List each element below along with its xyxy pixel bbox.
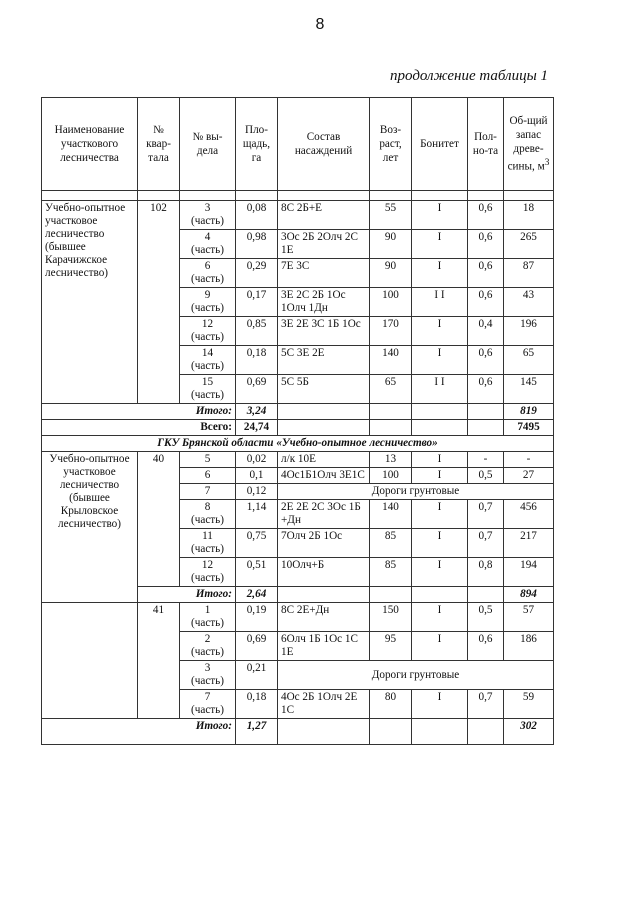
section-number: 12	[201, 559, 214, 571]
section-cell	[180, 317, 236, 346]
subtotal-label: Итого:	[138, 587, 236, 603]
section-cell	[180, 288, 236, 317]
density-cell: 0,6	[468, 375, 504, 404]
header-composition: Состав насаждений	[278, 98, 370, 191]
area-cell: 1,14	[236, 500, 278, 529]
area-cell: 0,12	[236, 484, 278, 500]
composition-cell: 3Е 2С 2Б 1Ос 1Олч 1Дн	[278, 288, 370, 317]
bonitet-cell: I	[412, 632, 468, 661]
density-cell: 0,6	[468, 230, 504, 259]
subtotal-stock: 819	[504, 404, 554, 420]
density-cell: 0,6	[468, 201, 504, 230]
header-quarter: № квар-тала	[138, 98, 180, 191]
density-cell: -	[468, 452, 504, 468]
table-row	[42, 603, 554, 632]
stock-cell: 59	[504, 690, 554, 719]
section-cell: 5	[180, 452, 236, 468]
table-caption: продолжение таблицы 1	[390, 68, 548, 84]
group-title: ГКУ Брянской области «Учебно-опытное лесничество»	[42, 436, 554, 452]
header-forestry: Наименование участкового лесничества	[42, 98, 138, 191]
composition-cell: 3Е 2Е 3С 1Б 1Ос	[278, 317, 370, 346]
section-cell	[180, 230, 236, 259]
age-cell: 85	[370, 529, 412, 558]
header-section: № вы-дела	[180, 98, 236, 191]
density-cell: 0,6	[468, 288, 504, 317]
section-number: 2	[204, 633, 211, 645]
section-cell	[180, 632, 236, 661]
area-cell: 0,02	[236, 452, 278, 468]
density-cell: 0,6	[468, 632, 504, 661]
age-cell: 100	[370, 288, 412, 317]
table-row	[42, 452, 554, 468]
section-number: 11	[202, 530, 213, 542]
section-part: (часть)	[191, 617, 224, 629]
composition-cell: л/к 10Е	[278, 452, 370, 468]
section-cell	[180, 201, 236, 230]
age-cell: 85	[370, 558, 412, 587]
quarter-cell: 41	[138, 603, 180, 719]
age-cell: 140	[370, 346, 412, 375]
forestry-name: Учебно-опытное участковое лесничество (бывшее Карачижское лесничество)	[42, 201, 138, 404]
section-part: (часть)	[191, 646, 224, 658]
stock-cell: 18	[504, 201, 554, 230]
density-cell: 0,5	[468, 603, 504, 632]
density-cell: 0,7	[468, 500, 504, 529]
section-number: 3	[204, 202, 211, 214]
forest-table	[41, 97, 554, 745]
age-cell: 140	[370, 500, 412, 529]
header-stock-text: Об-щий запас древе-сины, м	[507, 115, 548, 173]
table-row	[42, 201, 554, 230]
total-label: Всего:	[138, 420, 236, 436]
section-number: 4	[204, 231, 211, 243]
section-part: (часть)	[191, 514, 224, 526]
section-part: (часть)	[191, 675, 224, 687]
header-stock	[504, 98, 554, 191]
area-cell: 0,21	[236, 661, 278, 690]
age-cell: 55	[370, 201, 412, 230]
composition-cell: 8С 2Б+Е	[278, 201, 370, 230]
bonitet-cell: I	[412, 468, 468, 484]
subtotal-stock: 894	[504, 587, 554, 603]
total-row	[42, 420, 554, 436]
header-age: Воз-раст, лет	[370, 98, 412, 191]
composition-cell: 4Ос1Б1Олч 3Е1С	[278, 468, 370, 484]
section-cell: 7	[180, 484, 236, 500]
bonitet-cell: I	[412, 317, 468, 346]
age-cell: 80	[370, 690, 412, 719]
stock-cell: 43	[504, 288, 554, 317]
bonitet-cell: I	[412, 201, 468, 230]
bonitet-cell: I I	[412, 375, 468, 404]
stock-cell: 265	[504, 230, 554, 259]
bonitet-cell: I I	[412, 288, 468, 317]
section-part: (часть)	[191, 273, 224, 285]
section-number: 6	[204, 260, 211, 272]
composition-cell: 2Е 2Е 2С 3Ос 1Б +Дн	[278, 500, 370, 529]
total-stock: 7495	[504, 420, 554, 436]
subtotal-row	[42, 719, 554, 745]
header-row	[42, 98, 554, 191]
stock-cell: 217	[504, 529, 554, 558]
section-number: 15	[201, 376, 214, 388]
section-number: 3	[204, 662, 211, 674]
section-part: (часть)	[191, 572, 224, 584]
header-area: Пло-щадь, га	[236, 98, 278, 191]
bonitet-cell: I	[412, 452, 468, 468]
section-number: 7	[204, 691, 211, 703]
age-cell: 100	[370, 468, 412, 484]
section-cell	[180, 558, 236, 587]
density-cell: 0,6	[468, 346, 504, 375]
section-part: (часть)	[191, 302, 224, 314]
spacer-row	[42, 191, 554, 201]
composition-cell: 5С 3Е 2Е	[278, 346, 370, 375]
subtotal-area: 2,64	[236, 587, 278, 603]
section-cell	[180, 375, 236, 404]
section-part: (часть)	[191, 704, 224, 716]
area-cell: 0,19	[236, 603, 278, 632]
section-cell	[180, 661, 236, 690]
stock-cell: 27	[504, 468, 554, 484]
quarter-cell: 40	[138, 452, 180, 587]
composition-cell: 7Олч 2Б 1Ос	[278, 529, 370, 558]
bonitet-cell: I	[412, 259, 468, 288]
page-number: 8	[315, 16, 325, 33]
age-cell: 90	[370, 259, 412, 288]
subtotal-row	[42, 404, 554, 420]
composition-cell: 10Олч+Б	[278, 558, 370, 587]
subtotal-area: 1,27	[236, 719, 278, 745]
section-part: (часть)	[191, 360, 224, 372]
area-cell: 0,98	[236, 230, 278, 259]
bonitet-cell: I	[412, 230, 468, 259]
composition-cell: 3Ос 2Б 2Олч 2С 1Е	[278, 230, 370, 259]
subtotal-stock: 302	[504, 719, 554, 745]
area-cell: 0,85	[236, 317, 278, 346]
area-cell: 0,69	[236, 375, 278, 404]
section-part: (часть)	[191, 543, 224, 555]
subtotal-area: 3,24	[236, 404, 278, 420]
area-cell: 0,18	[236, 346, 278, 375]
group-title-row	[42, 436, 554, 452]
area-cell: 0,1	[236, 468, 278, 484]
stock-cell: 87	[504, 259, 554, 288]
composition-cell: 8С 2Е+Дн	[278, 603, 370, 632]
section-cell	[180, 690, 236, 719]
stock-cell: -	[504, 452, 554, 468]
age-cell: 170	[370, 317, 412, 346]
area-cell: 0,29	[236, 259, 278, 288]
roads-cell: Дороги грунтовые	[278, 484, 554, 500]
area-cell: 0,08	[236, 201, 278, 230]
section-part: (часть)	[191, 244, 224, 256]
bonitet-cell: I	[412, 558, 468, 587]
section-cell	[180, 603, 236, 632]
age-cell: 90	[370, 230, 412, 259]
section-number: 8	[204, 501, 211, 513]
forestry-name-empty	[42, 603, 138, 719]
section-part: (часть)	[191, 389, 224, 401]
stock-cell: 196	[504, 317, 554, 346]
section-cell	[180, 259, 236, 288]
header-bonitet: Бонитет	[412, 98, 468, 191]
stock-cell: 186	[504, 632, 554, 661]
section-number: 9	[204, 289, 211, 301]
area-cell: 0,51	[236, 558, 278, 587]
header-density: Пол-но-та	[468, 98, 504, 191]
stock-cell: 145	[504, 375, 554, 404]
section-number: 12	[201, 318, 214, 330]
density-cell: 0,6	[468, 259, 504, 288]
stock-cell: 65	[504, 346, 554, 375]
bonitet-cell: I	[412, 690, 468, 719]
area-cell: 0,18	[236, 690, 278, 719]
bonitet-cell: I	[412, 529, 468, 558]
bonitet-cell: I	[412, 500, 468, 529]
area-cell: 0,69	[236, 632, 278, 661]
header-stock-sup: 3	[544, 158, 550, 169]
composition-cell: 7Е 3С	[278, 259, 370, 288]
composition-cell: 6Олч 1Б 1Ос 1С 1Е	[278, 632, 370, 661]
area-cell: 0,17	[236, 288, 278, 317]
total-area: 24,74	[236, 420, 278, 436]
composition-cell: 4Ос 2Б 1Олч 2Е 1С	[278, 690, 370, 719]
section-cell	[180, 500, 236, 529]
section-cell	[180, 346, 236, 375]
age-cell: 65	[370, 375, 412, 404]
density-cell: 0,4	[468, 317, 504, 346]
density-cell: 0,5	[468, 468, 504, 484]
stock-cell: 57	[504, 603, 554, 632]
subtotal-label: Итого:	[138, 404, 236, 420]
roads-cell: Дороги грунтовые	[278, 661, 554, 690]
stock-cell: 456	[504, 500, 554, 529]
stock-cell: 194	[504, 558, 554, 587]
section-cell	[180, 529, 236, 558]
density-cell: 0,7	[468, 529, 504, 558]
quarter-cell: 102	[138, 201, 180, 404]
section-part: (часть)	[191, 331, 224, 343]
area-cell: 0,75	[236, 529, 278, 558]
density-cell: 0,7	[468, 690, 504, 719]
age-cell: 150	[370, 603, 412, 632]
composition-cell: 5С 5Б	[278, 375, 370, 404]
section-number: 1	[204, 604, 211, 616]
forestry-name: Учебно-опытное участковое лесничество (бывшее Крыловское лесничество)	[42, 452, 138, 603]
density-cell: 0,8	[468, 558, 504, 587]
section-number: 14	[201, 347, 214, 359]
age-cell: 13	[370, 452, 412, 468]
subtotal-label: Итого:	[138, 719, 236, 745]
bonitet-cell: I	[412, 603, 468, 632]
section-part: (часть)	[191, 215, 224, 227]
bonitet-cell: I	[412, 346, 468, 375]
age-cell: 95	[370, 632, 412, 661]
section-cell: 6	[180, 468, 236, 484]
